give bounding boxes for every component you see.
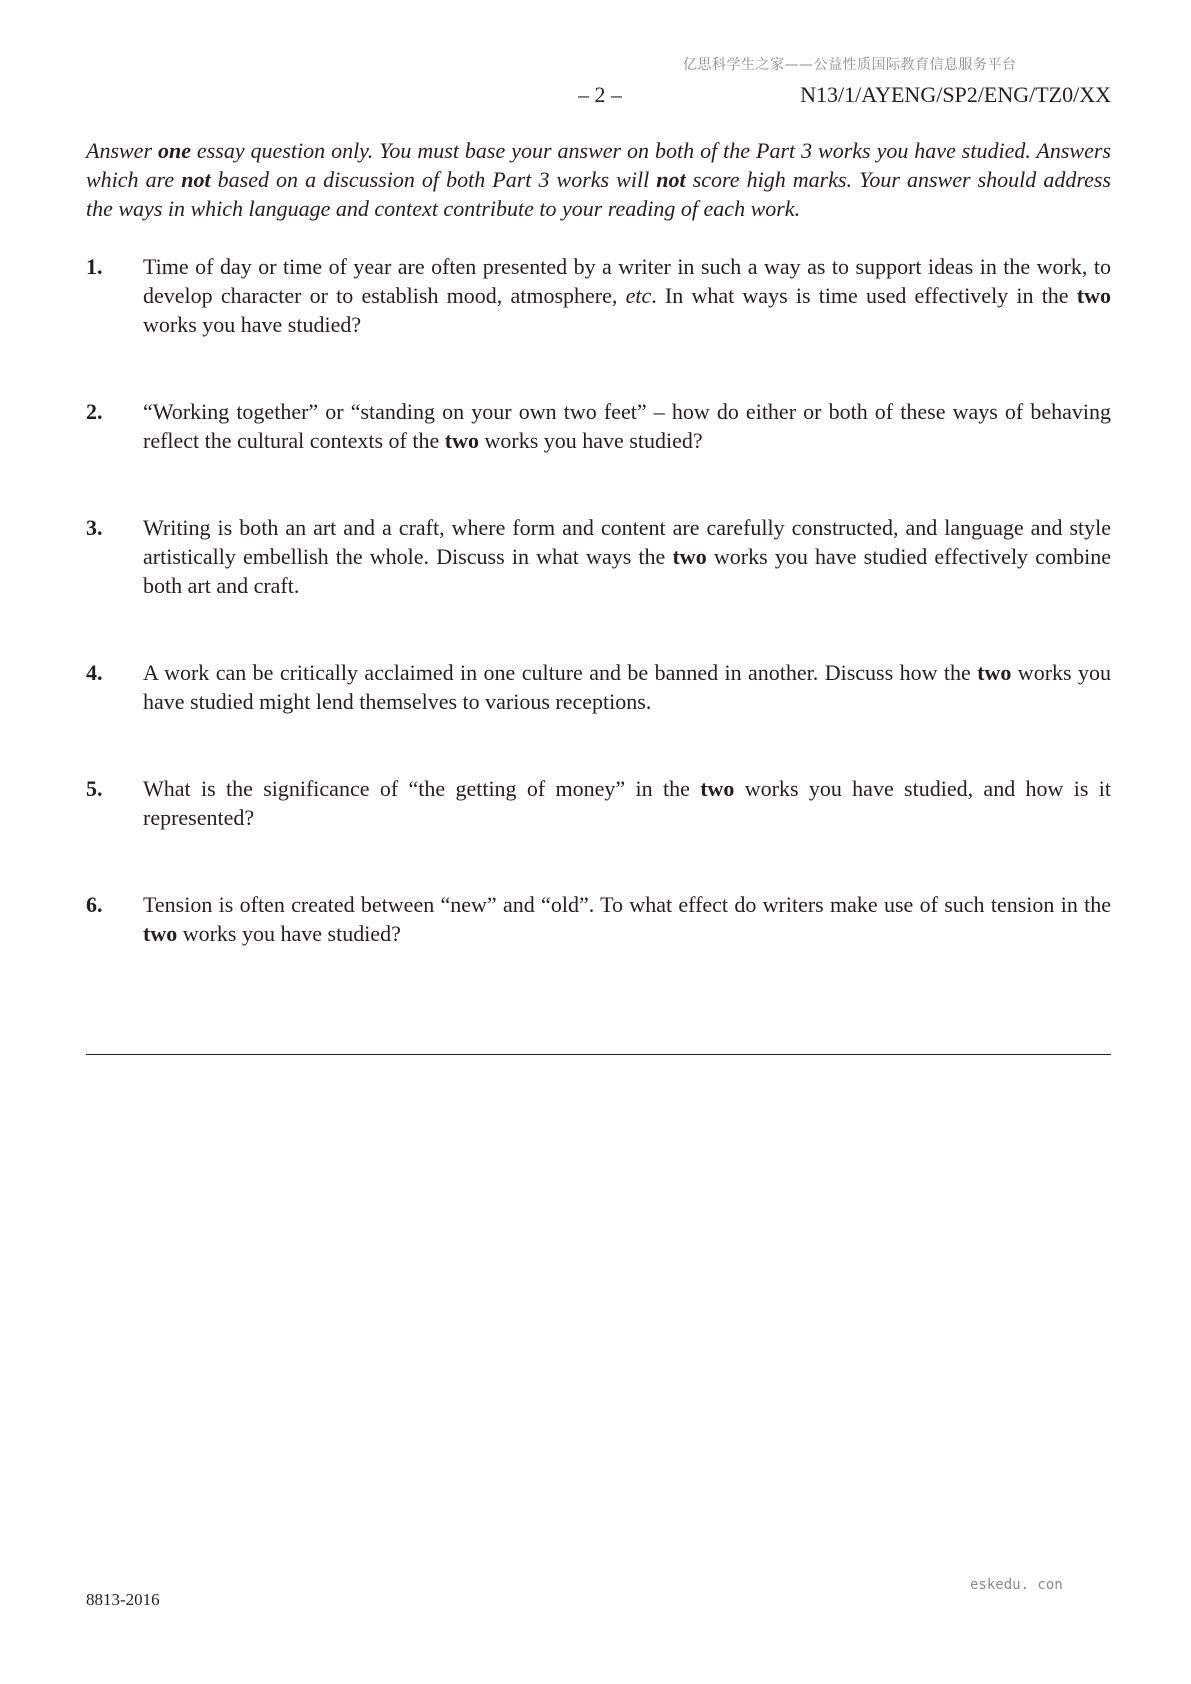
question-number: 1. xyxy=(86,254,103,279)
question-emphasis: two xyxy=(700,776,735,801)
instructions-text: based on a discussion of both Part 3 works will xyxy=(210,167,657,192)
question-4 xyxy=(86,658,1111,716)
question-number: 2. xyxy=(86,399,103,424)
question-text xyxy=(143,397,1111,455)
exam-instructions xyxy=(86,136,1111,223)
question-3 xyxy=(86,513,1111,600)
question-text xyxy=(143,658,1111,716)
question-emphasis: two xyxy=(672,544,707,569)
question-text-part: works you have studied might lend themselves to various receptions. xyxy=(143,660,1111,714)
question-emphasis: two xyxy=(143,921,178,946)
instructions-emphasis: not xyxy=(181,167,211,192)
question-text xyxy=(143,513,1111,600)
question-text-part: “Working together” or “standing on your own two feet” – how do either or both of these ways of behaving reflect the cultural contexts of the xyxy=(143,399,1111,453)
question-text xyxy=(143,252,1111,339)
footer-watermark: eskedu. con xyxy=(970,1577,1063,1593)
page-number: – 2 – xyxy=(578,82,622,107)
question-text-part: Writing is both an art and a craft, where form and content are carefully constructed, and language and style artistically embellish the whole. Discuss in what ways the xyxy=(143,515,1111,569)
question-emphasis: two xyxy=(444,428,479,453)
instructions-text: score high marks. Your answer should address the ways in which language and context contribute to your reading of each work. xyxy=(86,167,1111,221)
question-text-part: Time of day or time of year are often presented by a writer in such a way as to support ideas in the work, to develop character or to establish mood, atmosphere, xyxy=(143,254,1111,308)
question-text-part: works you have studied? xyxy=(177,921,401,946)
instructions-emphasis: not xyxy=(656,167,686,192)
question-text-part: . In what ways is time used effectively in the xyxy=(651,283,1077,308)
instructions-text: Answer xyxy=(86,138,158,163)
question-text-part: works you have studied, and how is it represented? xyxy=(143,776,1111,830)
question-text-part: works you have studied? xyxy=(143,312,362,337)
question-text-part: What is the significance of “the getting of money” in the xyxy=(143,776,701,801)
question-number: 4. xyxy=(86,660,103,685)
question-italic: etc xyxy=(625,283,652,308)
question-emphasis: two xyxy=(977,660,1012,685)
instructions-emphasis: one xyxy=(157,138,191,163)
question-number: 5. xyxy=(86,776,103,801)
question-text xyxy=(143,890,1111,948)
question-6 xyxy=(86,890,1111,948)
paper-code: N13/1/AYENG/SP2/ENG/TZ0/XX xyxy=(800,82,1111,107)
end-rule-divider xyxy=(86,1054,1111,1055)
question-text-part: A work can be critically acclaimed in one culture and be banned in another. Discuss how the xyxy=(143,660,978,685)
question-number: 6. xyxy=(86,892,103,917)
question-1 xyxy=(86,252,1111,339)
question-text-part: works you have studied effectively combine both art and craft. xyxy=(143,544,1111,598)
question-2 xyxy=(86,397,1111,455)
question-emphasis: two xyxy=(1076,283,1111,308)
question-5 xyxy=(86,774,1111,832)
question-number: 3. xyxy=(86,515,103,540)
footer-paper-code: 8813-2016 xyxy=(86,1590,160,1609)
question-text xyxy=(143,774,1111,832)
question-text-part: Tension is often created between “new” and “old”. To what effect do writers make use of such tension in the xyxy=(143,892,1111,917)
instructions-text: essay question only. You must base your answer on both of the Part 3 works you have studied. Answers which are xyxy=(86,138,1111,192)
watermark-header: 亿思科学生之家——公益性质国际教育信息服务平台 xyxy=(683,57,1017,73)
question-text-part: works you have studied? xyxy=(478,428,703,453)
